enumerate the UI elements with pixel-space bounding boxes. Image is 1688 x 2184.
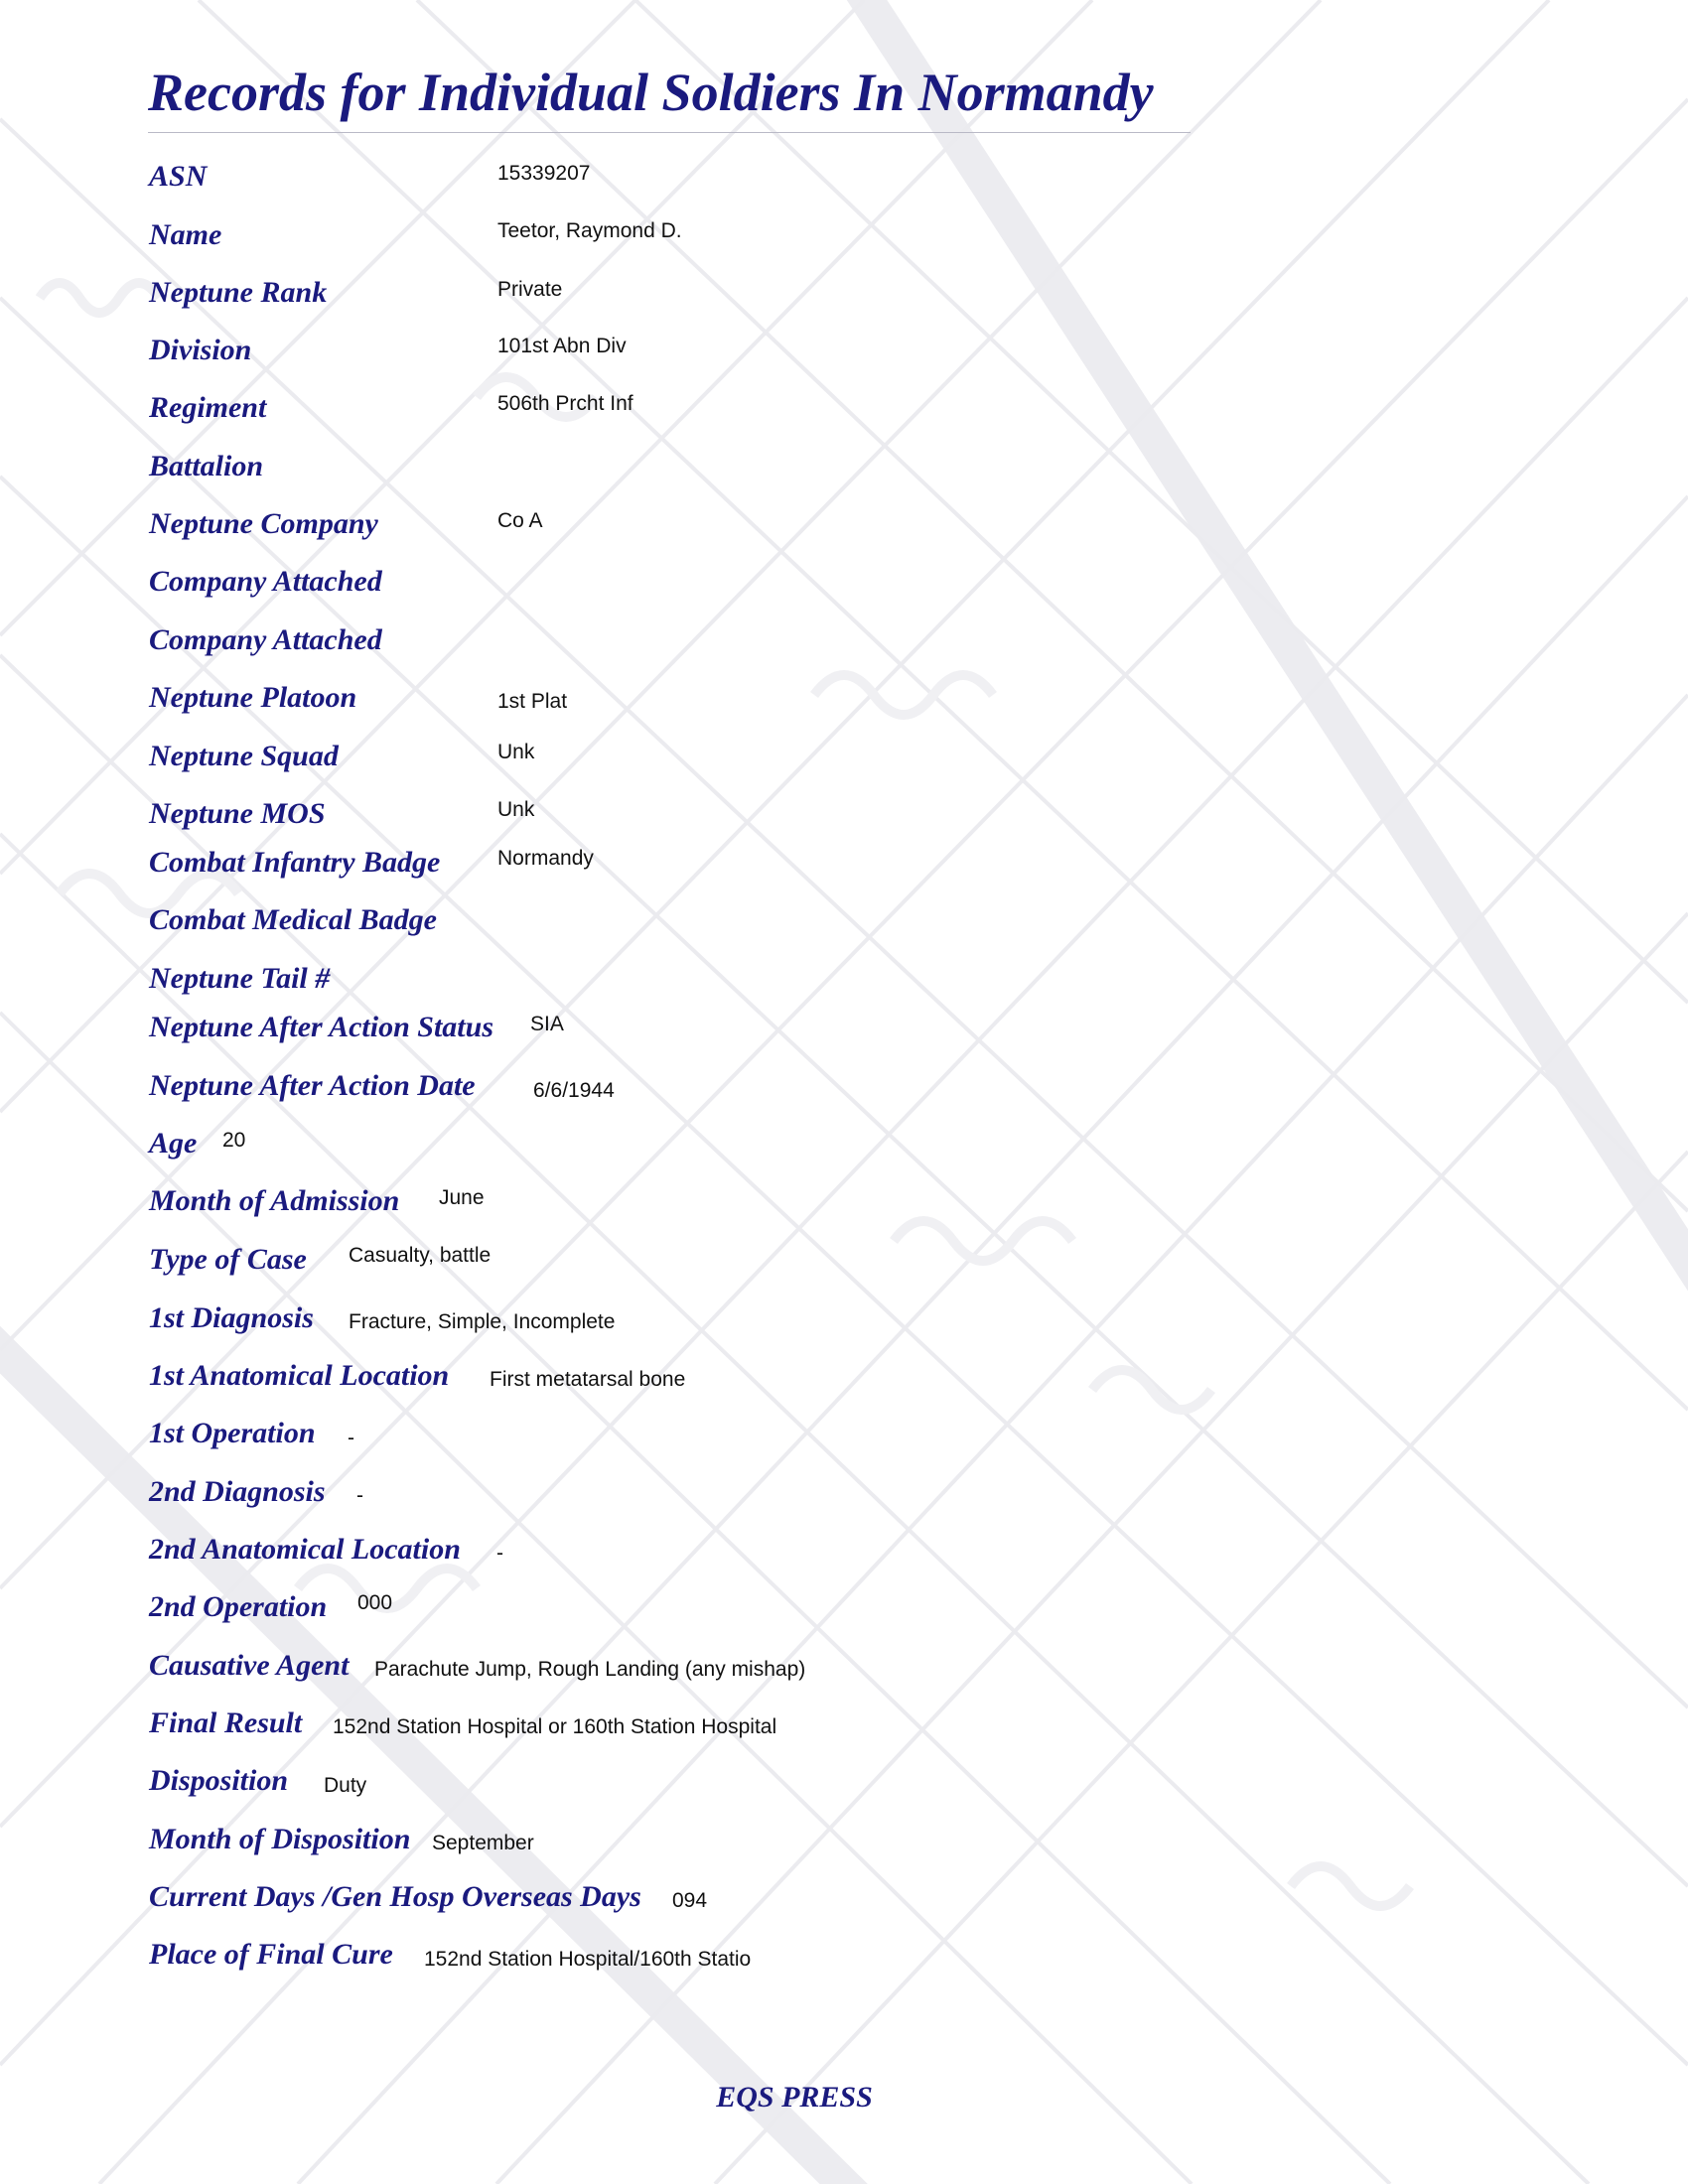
footer-publisher: EQS PRESS (716, 2081, 873, 2114)
field-value-1st-anatomical-location: First metatarsal bone (490, 1368, 686, 1391)
field-label-name: Name (149, 218, 222, 251)
field-value-month-of-disposition: September (432, 1832, 534, 1854)
field-label-1st-diagnosis: 1st Diagnosis (149, 1301, 314, 1334)
field-value-neptune-after-action-status: SIA (530, 1013, 564, 1035)
field-value-2nd-diagnosis: - (356, 1484, 363, 1507)
field-value-1st-diagnosis: Fracture, Simple, Incomplete (349, 1310, 616, 1333)
field-label-neptune-company: Neptune Company (149, 507, 378, 540)
field-label-battalion: Battalion (149, 450, 264, 482)
field-value-disposition: Duty (324, 1774, 367, 1797)
field-label-combat-medical-badge: Combat Medical Badge (149, 903, 437, 936)
field-value-regiment: 506th Prcht Inf (497, 392, 633, 415)
field-value-age: 20 (222, 1129, 246, 1152)
field-label-final-result: Final Result (149, 1706, 303, 1739)
field-label-2nd-operation: 2nd Operation (149, 1590, 328, 1623)
field-label-neptune-squad: Neptune Squad (149, 740, 339, 772)
field-label-neptune-tail-number: Neptune Tail # (149, 962, 331, 995)
field-label-disposition: Disposition (149, 1764, 289, 1797)
field-value-month-of-admission: June (439, 1186, 485, 1209)
field-value-neptune-company: Co A (497, 509, 543, 532)
field-label-type-of-case: Type of Case (149, 1243, 307, 1276)
field-label-month-of-admission: Month of Admission (149, 1184, 400, 1217)
field-value-place-of-final-cure: 152nd Station Hospital/160th Statio (424, 1948, 752, 1971)
field-label-neptune-after-action-status: Neptune After Action Status (149, 1011, 493, 1043)
field-label-2nd-diagnosis: 2nd Diagnosis (149, 1475, 326, 1508)
field-value-neptune-rank: Private (497, 278, 563, 301)
field-label-regiment: Regiment (149, 391, 267, 424)
field-label-asn: ASN (149, 160, 208, 193)
field-value-final-result: 152nd Station Hospital or 160th Station Hospital (333, 1715, 777, 1738)
field-value-2nd-operation: 000 (357, 1591, 393, 1614)
field-label-neptune-rank: Neptune Rank (149, 276, 328, 309)
field-value-asn: 15339207 (497, 162, 591, 185)
field-value-neptune-after-action-date: 6/6/1944 (533, 1079, 615, 1102)
field-value-combat-infantry-badge: Normandy (497, 847, 594, 870)
field-label-age: Age (149, 1127, 198, 1160)
field-label-causative-agent: Causative Agent (149, 1649, 350, 1682)
field-value-2nd-anatomical-location: - (496, 1542, 503, 1565)
field-label-company-attached-1: Company Attached (149, 565, 382, 598)
field-value-1st-operation: - (348, 1427, 354, 1449)
field-value-neptune-squad: Unk (497, 741, 535, 763)
field-label-2nd-anatomical-location: 2nd Anatomical Location (149, 1533, 461, 1566)
field-label-1st-operation: 1st Operation (149, 1417, 316, 1449)
field-label-neptune-platoon: Neptune Platoon (149, 681, 357, 714)
field-label-current-days-gen-hosp-overseas-days: Current Days /Gen Hosp Overseas Days (149, 1880, 641, 1913)
field-label-combat-infantry-badge: Combat Infantry Badge (149, 846, 441, 879)
field-value-type-of-case: Casualty, battle (349, 1244, 492, 1267)
field-label-place-of-final-cure: Place of Final Cure (149, 1938, 393, 1971)
field-value-causative-agent: Parachute Jump, Rough Landing (any mishap) (374, 1658, 806, 1681)
field-label-neptune-after-action-date: Neptune After Action Date (149, 1069, 476, 1102)
field-value-neptune-platoon: 1st Plat (497, 690, 568, 713)
field-value-division: 101st Abn Div (497, 335, 627, 357)
field-label-month-of-disposition: Month of Disposition (149, 1823, 411, 1855)
page-title: Records for Individual Soldiers In Normandy (148, 63, 1154, 122)
field-value-neptune-mos: Unk (497, 798, 535, 821)
field-value-name: Teetor, Raymond D. (497, 219, 682, 242)
field-label-division: Division (149, 334, 252, 366)
field-label-neptune-mos: Neptune MOS (149, 797, 326, 830)
title-divider (148, 132, 1191, 133)
field-value-current-days-gen-hosp-overseas-days: 094 (672, 1889, 708, 1912)
field-label-1st-anatomical-location: 1st Anatomical Location (149, 1359, 450, 1392)
field-label-company-attached-2: Company Attached (149, 623, 382, 656)
